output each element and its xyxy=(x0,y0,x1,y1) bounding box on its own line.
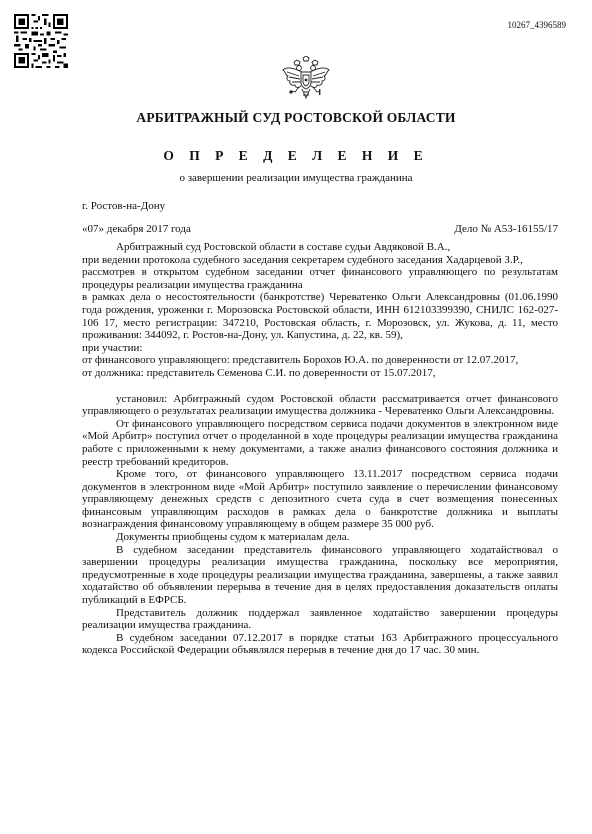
paragraph-debtor-representative: от должника: представитель Семенова С.И. по доверенности от 15.07.2017, xyxy=(82,366,436,379)
paragraph-motion: В судебном заседании представитель финансового управляющего ходатайствовал о завершении процедуры реализации имущества гражданина, поскольку все мероприятия, предусмотренные в ходе процедуры реализации имущества гражданина, завершены, а также заявил ходатайство об объявлении перерыва в течение дня в целях предоставления доказательств оплаты публикаций в ЕФРСБ. xyxy=(82,543,558,607)
city-line: г. Ростов-на-Дону xyxy=(82,200,166,212)
paragraph-manager-representative: от финансового управляющего: представитель Борохов Ю.А. по доверенности от 12.07.2017, xyxy=(82,354,519,367)
document-id: 10267_4396589 xyxy=(507,20,566,30)
paragraph-considering: рассмотрев в открытом судебном заседании отчет финансового управляющего по результатам процедуры реализации имущества гражданина xyxy=(82,266,558,291)
paragraph-participants: при участии: xyxy=(82,341,143,354)
decision-date: «07» декабря 2017 года xyxy=(82,223,191,235)
paragraph-documents-attached: Документы приобщены судом к материалам дела. xyxy=(116,531,350,544)
document-body xyxy=(82,241,558,657)
paragraph-secretary: при ведении протокола судебного заседания секретарем судебного заседания Хадарцевой З.Р., xyxy=(82,253,523,266)
document-subject: о завершении реализации имущества гражданина xyxy=(179,172,413,184)
qr-code xyxy=(14,14,68,68)
paragraph-debtor-support: Представитель должник поддержал заявленное ходатайство завершении процедуры реализации имущества гражданина. xyxy=(82,606,558,632)
coat-of-arms-emblem xyxy=(282,56,330,102)
document-type-title: О П Р Е Д Е Л Е Н И Е xyxy=(163,148,429,163)
date-and-case-line xyxy=(82,223,558,235)
paragraph-debtor-details: в рамках дела о несостоятельности (банкротстве) Череватенко Ольги Александровны (01.06.1990 года рождения, уроженки г. Морозовска Ростовской области, ИНН 612103399390, СНИЛС 162-027-106 17, место регистрации: 347210, Ростовская область, г. Морозовск, ул. Жукова, д. 11, место проживания: 344092, г. Ростов-на-Дону, ул. Капустина, д. 22, кв. 59), xyxy=(82,291,558,342)
court-name: АРБИТРАЖНЫЙ СУД РОСТОВСКОЙ ОБЛАСТИ xyxy=(136,110,456,125)
paragraph-payment-application: Кроме того, от финансового управляющего 13.11.2017 посредством сервиса подачи документов в электронном виде «Мой Арбитр» поступило заявление о перечислении финансовому управляющему денежных средств с депозитного счета суда в счет возмещения понесенных финансовым управляющим расходов в рамках дела о банкротстве должника и выплаты вознаграждения финансовому управляющему в общем размере 35 000 руб. xyxy=(82,468,558,531)
paragraph-court-composition: Арбитражный суд Ростовской области в составе судьи Авдяковой В.А., xyxy=(116,241,451,253)
case-number: Дело № А53-16155/17 xyxy=(454,223,558,235)
paragraph-recess: В судебном заседании 07.12.2017 в порядке статьи 163 Арбитражного процессуального кодекса Российской Федерации объявлялся перерыв в течение дня до 17 час. 30 мин. xyxy=(82,631,558,657)
paragraph-report-received: От финансового управляющего посредством сервиса подачи документов в электронном виде «Мой Арбитр» поступил отчет о проделанной в ходе процедуры реализации имущества гражданина работе с приложенными к нему документами, а также анализ финансового состояния должника и реестр требований кредиторов. xyxy=(82,417,558,468)
paragraph-established: установил: Арбитражный судом Ростовской области рассматривается отчет финансового управляющего о результатах реализации имущества должника - Череватенко Ольги Александровны. xyxy=(82,392,558,418)
